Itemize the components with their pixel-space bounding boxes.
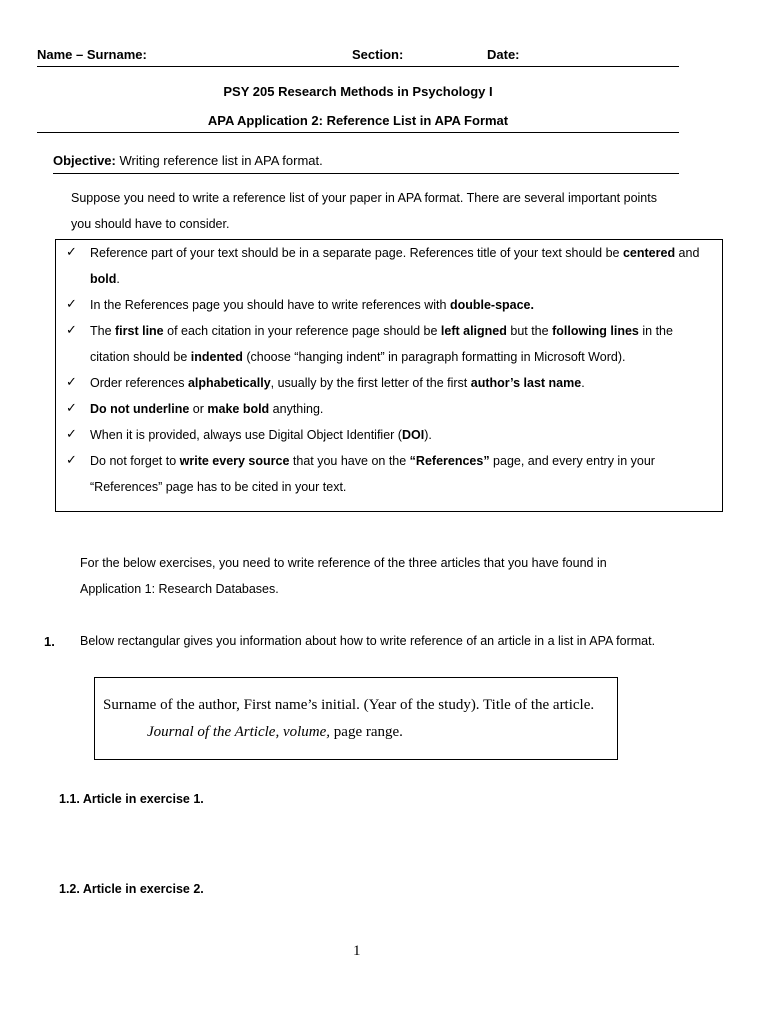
format-example-line-1: Surname of the author, First name’s initial. (Year of the study). Title of the article. [103, 697, 595, 713]
checkmark-icon: ✓ [66, 453, 77, 468]
subitem-1-1: 1.1. Article in exercise 1. [59, 792, 204, 806]
apa-format-example-box [94, 677, 618, 760]
guideline-bold-segment: following lines [552, 324, 639, 338]
guideline-segment: page, and every entry in your “References” page has to be cited in your text. [90, 454, 655, 494]
guideline-segment: in the citation should be [90, 324, 673, 364]
guideline-bold-segment: Do not underline [90, 402, 190, 416]
exercises-intro-line-1: For the below exercises, you need to write reference of the three articles that you have found in [80, 556, 607, 570]
guideline-bold-segment: double-space. [449, 298, 534, 312]
subitem-1-2: 1.2. Article in exercise 2. [59, 882, 204, 896]
format-example-line-2 [147, 724, 403, 741]
guideline-bold-segment: first line [115, 324, 164, 338]
title-divider [37, 132, 679, 133]
objective-label: Objective: [53, 153, 116, 168]
guideline-text [90, 422, 710, 448]
guideline-segment: anything. [269, 402, 324, 416]
journal-volume-italic: Journal of the Article, volume, [147, 724, 331, 740]
guideline-segment: of each citation in your reference page should be [163, 324, 441, 338]
guideline-segment: and [675, 246, 700, 260]
guideline-bold-segment: DOI [401, 428, 425, 442]
guideline-segment: ). [424, 428, 432, 442]
guideline-segment: , usually by the first letter of the first [270, 376, 471, 390]
objective-divider [53, 173, 679, 174]
guideline-text [90, 240, 710, 292]
guideline-segment: . [581, 376, 585, 390]
header-divider [37, 66, 679, 67]
name-surname-label: Name – Surname: [37, 47, 147, 62]
guideline-segment: The [90, 324, 116, 338]
guideline-bold-segment: alphabetically [187, 376, 271, 390]
guideline-segment: Order references [90, 376, 188, 390]
item-1-text: Below rectangular gives you information about how to write reference of an article in a list in APA format. [80, 634, 656, 648]
guideline-segment: . [116, 272, 120, 286]
guideline-text [90, 318, 710, 370]
date-label: Date: [487, 47, 520, 62]
guideline-segment: Do not forget to [90, 454, 180, 468]
checkmark-icon: ✓ [66, 375, 77, 390]
intro-line-1: Suppose you need to write a reference list of your paper in APA format. There are several important points [71, 191, 657, 205]
checkmark-icon: ✓ [66, 401, 77, 416]
guideline-segment: Reference part of your text should be in a separate page. References title of your text should be [90, 246, 623, 260]
guideline-bold-segment: indented [190, 350, 243, 364]
page-number: 1 [353, 943, 361, 959]
guideline-bold-segment: author’s last name [470, 376, 582, 390]
assignment-title: APA Application 2: Reference List in APA Format [207, 113, 509, 128]
item-1-number: 1. [44, 634, 55, 649]
guideline-bold-segment: “References” [409, 454, 490, 468]
guideline-segment: that you have on the [289, 454, 410, 468]
guideline-bold-segment: make bold [207, 402, 270, 416]
page-range-text: page range. [330, 724, 403, 740]
guideline-segment: When it is provided, always use Digital Object Identifier ( [90, 428, 402, 442]
guideline-segment: (choose “hanging indent” in paragraph formatting in Microsoft Word). [242, 350, 626, 364]
guideline-text [90, 396, 710, 422]
guideline-bold-segment: centered [622, 246, 676, 260]
guideline-segment: or [189, 402, 208, 416]
course-title: PSY 205 Research Methods in Psychology I [223, 84, 493, 99]
guideline-segment: In the References page you should have to write references with [90, 298, 450, 312]
checkmark-icon: ✓ [66, 427, 77, 442]
objective-text: Writing reference list in APA format. [115, 153, 323, 168]
checkmark-icon: ✓ [66, 297, 77, 312]
guideline-segment: but the [506, 324, 553, 338]
guideline-bold-segment: left aligned [440, 324, 507, 338]
guideline-text [90, 448, 710, 500]
guideline-bold-segment: write every source [179, 454, 290, 468]
objective-line [53, 153, 323, 168]
section-label: Section: [352, 47, 404, 62]
checkmark-icon: ✓ [66, 323, 77, 338]
intro-line-2: you should have to consider. [71, 217, 230, 231]
guideline-text [90, 370, 710, 396]
exercises-intro-line-2: Application 1: Research Databases. [80, 582, 279, 596]
guideline-bold-segment: bold [90, 272, 117, 286]
guideline-text [90, 292, 710, 318]
checkmark-icon: ✓ [66, 245, 77, 260]
guidelines-box [55, 239, 723, 512]
